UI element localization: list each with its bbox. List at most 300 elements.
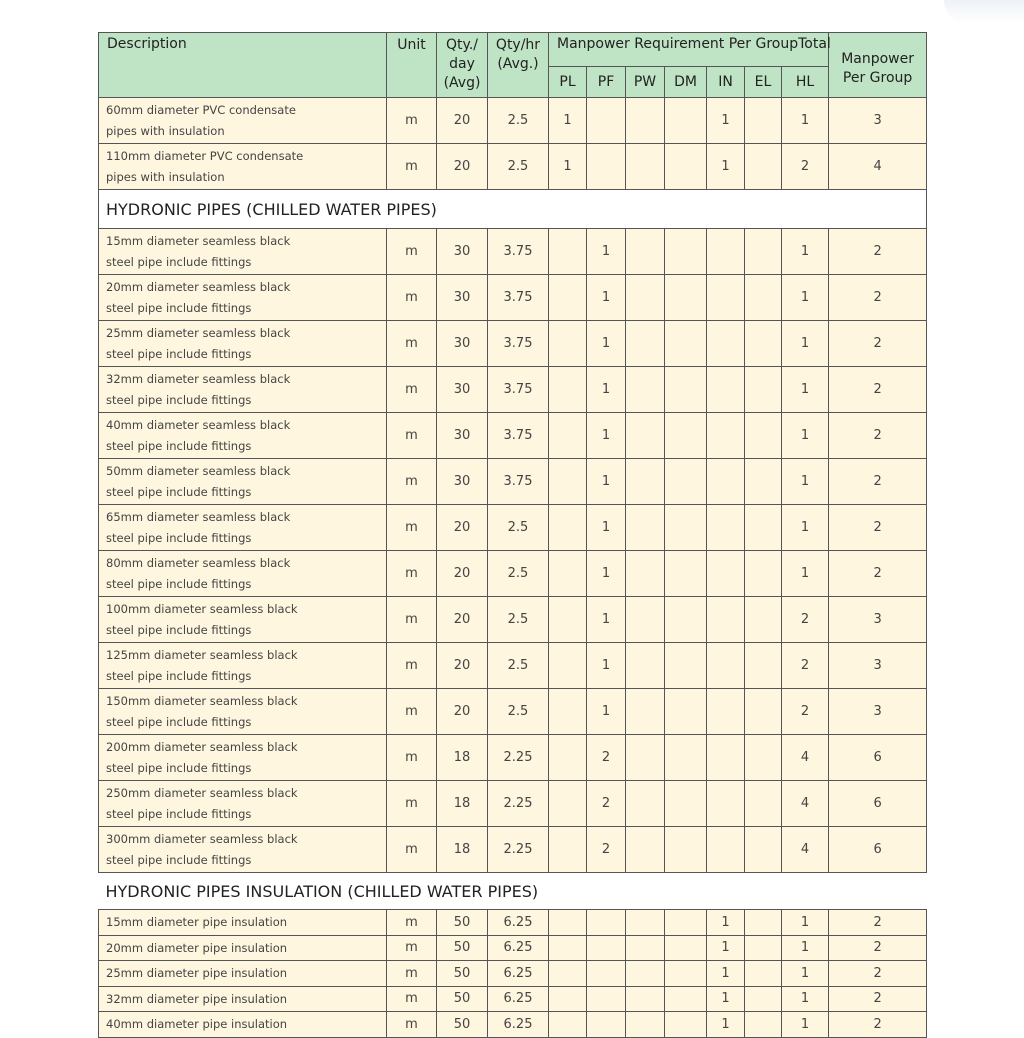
description-cell: [99, 827, 387, 873]
group-cell-pw: [626, 1012, 665, 1038]
description-cell: [99, 910, 387, 936]
header-manpower-per-group: Manpower Per Group: [829, 33, 927, 98]
unit-cell: m: [387, 689, 437, 735]
qty-hr-cell: 2.5: [488, 144, 549, 190]
qty-hr-cell: 6.25: [488, 1012, 549, 1038]
group-cell-in: 1: [707, 935, 745, 961]
group-cell-dm: [665, 781, 707, 827]
group-cell-hl: 1: [782, 910, 829, 936]
qty-hr-cell: 3.75: [488, 275, 549, 321]
unit-cell: m: [387, 961, 437, 987]
group-cell-pl: [549, 781, 587, 827]
description-line: steel pipe include fittings: [106, 668, 252, 683]
group-cell-hl: 1: [782, 961, 829, 987]
total-cell: 2: [829, 1012, 927, 1038]
group-cell-pl: [549, 229, 587, 275]
description-cell: [99, 98, 387, 144]
group-cell-pf: 1: [587, 597, 626, 643]
group-cell-dm: [665, 910, 707, 936]
description-line: 65mm diameter seamless black: [106, 510, 291, 524]
description-line: 300mm diameter seamless black: [106, 832, 298, 846]
group-cell-in: [707, 551, 745, 597]
total-cell: 2: [829, 459, 927, 505]
group-cell-hl: 1: [782, 275, 829, 321]
group-cell-in: [707, 781, 745, 827]
total-cell: 2: [829, 321, 927, 367]
description-cell: [99, 321, 387, 367]
qty-day-cell: 50: [437, 961, 488, 987]
description-line: 100mm diameter seamless black: [106, 602, 298, 616]
qty-hr-cell: 3.75: [488, 321, 549, 367]
group-cell-dm: [665, 735, 707, 781]
group-cell-in: [707, 275, 745, 321]
qty-day-cell: 30: [437, 275, 488, 321]
unit-cell: m: [387, 1012, 437, 1038]
qty-day-cell: 20: [437, 144, 488, 190]
total-cell: 2: [829, 986, 927, 1012]
group-cell-in: [707, 827, 745, 873]
total-cell: 6: [829, 827, 927, 873]
qty-day-cell: 20: [437, 551, 488, 597]
table-row: [99, 321, 927, 367]
total-cell: 4: [829, 144, 927, 190]
group-cell-pf: 1: [587, 367, 626, 413]
qty-day-cell: 20: [437, 505, 488, 551]
group-cell-pl: [549, 643, 587, 689]
group-cell-dm: [665, 551, 707, 597]
description-cell: [99, 144, 387, 190]
unit-cell: m: [387, 321, 437, 367]
description-line: 20mm diameter pipe insulation: [106, 940, 288, 955]
group-cell-in: [707, 413, 745, 459]
header-group-el: EL: [745, 67, 782, 98]
total-cell: 2: [829, 275, 927, 321]
table-row: [99, 459, 927, 505]
group-cell-in: [707, 689, 745, 735]
table-row: [99, 413, 927, 459]
table-row: [99, 98, 927, 144]
qty-hr-cell: 2.25: [488, 735, 549, 781]
group-cell-hl: 1: [782, 321, 829, 367]
table-row: [99, 961, 927, 987]
group-cell-el: [745, 597, 782, 643]
qty-hr-cell: 2.5: [488, 597, 549, 643]
description-line: 25mm diameter seamless black: [106, 326, 291, 340]
group-cell-pf: 1: [587, 643, 626, 689]
qty-day-cell: 50: [437, 910, 488, 936]
group-cell-pl: [549, 459, 587, 505]
description-line: steel pipe include fittings: [106, 576, 252, 591]
description-line: 32mm diameter pipe insulation: [106, 991, 288, 1006]
description-line: 250mm diameter seamless black: [106, 786, 298, 800]
qty-day-cell: 30: [437, 321, 488, 367]
qty-hr-cell: 6.25: [488, 935, 549, 961]
group-cell-in: 1: [707, 144, 745, 190]
table-row: [99, 827, 927, 873]
group-cell-pl: [549, 321, 587, 367]
description-cell: [99, 643, 387, 689]
group-cell-hl: 1: [782, 986, 829, 1012]
description-line: steel pipe include fittings: [106, 392, 252, 407]
unit-cell: m: [387, 597, 437, 643]
group-cell-pf: 1: [587, 551, 626, 597]
group-cell-hl: 4: [782, 781, 829, 827]
unit-cell: m: [387, 827, 437, 873]
description-line: 40mm diameter seamless black: [106, 418, 291, 432]
group-cell-in: 1: [707, 1012, 745, 1038]
group-cell-pw: [626, 229, 665, 275]
group-cell-hl: 1: [782, 229, 829, 275]
qty-hr-cell: 3.75: [488, 413, 549, 459]
group-cell-pf: [587, 98, 626, 144]
description-line: 50mm diameter seamless black: [106, 464, 291, 478]
description-line: steel pipe include fittings: [106, 806, 252, 821]
group-cell-hl: 2: [782, 689, 829, 735]
group-cell-el: [745, 910, 782, 936]
group-cell-dm: [665, 321, 707, 367]
total-cell: 2: [829, 935, 927, 961]
group-cell-dm: [665, 144, 707, 190]
qty-hr-cell: 3.75: [488, 229, 549, 275]
table-row: [99, 935, 927, 961]
group-cell-el: [745, 827, 782, 873]
total-cell: 2: [829, 910, 927, 936]
group-cell-el: [745, 321, 782, 367]
group-cell-dm: [665, 689, 707, 735]
group-cell-dm: [665, 275, 707, 321]
group-cell-dm: [665, 643, 707, 689]
group-cell-in: 1: [707, 910, 745, 936]
description-cell: [99, 413, 387, 459]
description-cell: [99, 505, 387, 551]
description-cell: [99, 689, 387, 735]
group-cell-in: [707, 367, 745, 413]
table-row: [99, 910, 927, 936]
group-cell-hl: 1: [782, 935, 829, 961]
group-cell-pw: [626, 910, 665, 936]
qty-hr-cell: 6.25: [488, 910, 549, 936]
qty-hr-cell: 6.25: [488, 986, 549, 1012]
group-cell-pl: [549, 597, 587, 643]
qty-day-cell: 20: [437, 689, 488, 735]
group-cell-in: [707, 321, 745, 367]
header-unit: Unit: [387, 33, 437, 98]
group-cell-pl: 1: [549, 98, 587, 144]
unit-cell: m: [387, 98, 437, 144]
group-cell-pf: 1: [587, 229, 626, 275]
unit-cell: m: [387, 459, 437, 505]
qty-hr-cell: 2.5: [488, 551, 549, 597]
group-cell-dm: [665, 459, 707, 505]
unit-cell: m: [387, 275, 437, 321]
group-cell-in: [707, 735, 745, 781]
page-corner-shade: [944, 0, 1024, 24]
group-cell-el: [745, 781, 782, 827]
group-cell-el: [745, 505, 782, 551]
description-cell: [99, 597, 387, 643]
group-cell-hl: 1: [782, 1012, 829, 1038]
total-cell: 6: [829, 781, 927, 827]
group-cell-pl: 1: [549, 144, 587, 190]
section-header-row: [99, 190, 927, 229]
unit-cell: m: [387, 935, 437, 961]
header-group-dm: DM: [665, 67, 707, 98]
group-cell-pf: [587, 910, 626, 936]
group-cell-hl: 2: [782, 144, 829, 190]
group-cell-pw: [626, 413, 665, 459]
unit-cell: m: [387, 413, 437, 459]
group-cell-in: 1: [707, 98, 745, 144]
group-cell-el: [745, 413, 782, 459]
header-group-pl: PL: [549, 67, 587, 98]
table-row: [99, 275, 927, 321]
table-row: [99, 735, 927, 781]
description-line: steel pipe include fittings: [106, 622, 252, 637]
group-cell-pw: [626, 781, 665, 827]
qty-day-cell: 18: [437, 827, 488, 873]
qty-hr-cell: 2.5: [488, 505, 549, 551]
group-cell-hl: 2: [782, 597, 829, 643]
qty-day-cell: 30: [437, 413, 488, 459]
table-row: [99, 781, 927, 827]
header-group-hl: HL: [782, 67, 829, 98]
description-cell: [99, 551, 387, 597]
group-cell-dm: [665, 229, 707, 275]
description-line: 40mm diameter pipe insulation: [106, 1017, 288, 1031]
group-cell-in: [707, 643, 745, 689]
qty-day-cell: 30: [437, 459, 488, 505]
group-cell-dm: [665, 961, 707, 987]
qty-hr-cell: 3.75: [488, 459, 549, 505]
group-cell-pl: [549, 735, 587, 781]
group-cell-pl: [549, 505, 587, 551]
description-line: 15mm diameter seamless black: [106, 234, 291, 248]
group-cell-pw: [626, 597, 665, 643]
total-cell: 3: [829, 98, 927, 144]
group-cell-dm: [665, 935, 707, 961]
total-cell: 3: [829, 643, 927, 689]
description-line: 20mm diameter seamless black: [106, 280, 291, 294]
group-cell-el: [745, 935, 782, 961]
qty-hr-cell: 6.25: [488, 961, 549, 987]
group-cell-el: [745, 1012, 782, 1038]
group-cell-hl: 2: [782, 643, 829, 689]
description-line: steel pipe include fittings: [106, 484, 252, 499]
group-cell-pw: [626, 935, 665, 961]
group-cell-dm: [665, 827, 707, 873]
group-cell-pl: [549, 1012, 587, 1038]
group-cell-pw: [626, 505, 665, 551]
group-cell-hl: 1: [782, 98, 829, 144]
description-cell: [99, 735, 387, 781]
table-row: [99, 551, 927, 597]
group-cell-in: 1: [707, 986, 745, 1012]
table-row: [99, 597, 927, 643]
section-title: HYDRONIC PIPES INSULATION (CHILLED WATER PIPES): [99, 873, 927, 910]
group-cell-pw: [626, 986, 665, 1012]
group-cell-in: [707, 597, 745, 643]
group-cell-el: [745, 229, 782, 275]
group-cell-el: [745, 643, 782, 689]
unit-cell: m: [387, 505, 437, 551]
description-cell: [99, 229, 387, 275]
manpower-table: [98, 32, 927, 1038]
header-qty-hr: Qty/hr (Avg.): [488, 33, 549, 98]
description-line: steel pipe include fittings: [106, 346, 252, 361]
total-cell: 3: [829, 689, 927, 735]
qty-day-cell: 30: [437, 367, 488, 413]
description-cell: [99, 986, 387, 1012]
header-qty-day: Qty./ day (Avg): [437, 33, 488, 98]
group-cell-el: [745, 986, 782, 1012]
description-line: 80mm diameter seamless black: [106, 556, 291, 570]
group-cell-in: 1: [707, 961, 745, 987]
description-cell: [99, 367, 387, 413]
description-line: steel pipe include fittings: [106, 300, 252, 315]
group-cell-pf: [587, 986, 626, 1012]
group-cell-el: [745, 961, 782, 987]
group-cell-el: [745, 275, 782, 321]
group-cell-in: [707, 229, 745, 275]
total-cell: 3: [829, 597, 927, 643]
description-cell: [99, 935, 387, 961]
group-cell-pl: [549, 367, 587, 413]
unit-cell: m: [387, 781, 437, 827]
description-line: steel pipe include fittings: [106, 530, 252, 545]
group-cell-pf: 1: [587, 275, 626, 321]
qty-day-cell: 20: [437, 643, 488, 689]
group-cell-el: [745, 735, 782, 781]
group-cell-pl: [549, 689, 587, 735]
group-cell-el: [745, 144, 782, 190]
group-cell-dm: [665, 597, 707, 643]
group-cell-pw: [626, 689, 665, 735]
qty-hr-cell: 2.5: [488, 689, 549, 735]
description-cell: [99, 961, 387, 987]
group-cell-pl: [549, 275, 587, 321]
description-line: steel pipe include fittings: [106, 852, 252, 867]
unit-cell: m: [387, 643, 437, 689]
qty-day-cell: 50: [437, 935, 488, 961]
group-cell-dm: [665, 413, 707, 459]
group-cell-pf: [587, 935, 626, 961]
group-cell-pw: [626, 459, 665, 505]
group-cell-pf: [587, 144, 626, 190]
description-line: 32mm diameter seamless black: [106, 372, 291, 386]
group-cell-pw: [626, 735, 665, 781]
total-cell: 2: [829, 505, 927, 551]
group-cell-hl: 1: [782, 551, 829, 597]
unit-cell: m: [387, 735, 437, 781]
group-cell-dm: [665, 1012, 707, 1038]
table-row: [99, 643, 927, 689]
group-cell-pf: 2: [587, 827, 626, 873]
total-cell: 2: [829, 413, 927, 459]
qty-day-cell: 50: [437, 986, 488, 1012]
group-cell-dm: [665, 505, 707, 551]
group-cell-el: [745, 98, 782, 144]
table-row: [99, 986, 927, 1012]
table-row: [99, 367, 927, 413]
description-line: 200mm diameter seamless black: [106, 740, 298, 754]
description-line: 150mm diameter seamless black: [106, 694, 298, 708]
group-cell-pf: 1: [587, 505, 626, 551]
group-cell-hl: 1: [782, 459, 829, 505]
group-cell-hl: 4: [782, 735, 829, 781]
group-cell-pf: [587, 961, 626, 987]
header-manpower-requirement: Manpower Requirement Per GroupTotal: [549, 33, 829, 67]
total-cell: 2: [829, 551, 927, 597]
table-row: [99, 229, 927, 275]
qty-hr-cell: 2.5: [488, 643, 549, 689]
group-cell-pw: [626, 961, 665, 987]
table-row: [99, 144, 927, 190]
group-cell-el: [745, 367, 782, 413]
group-cell-pl: [549, 413, 587, 459]
qty-day-cell: 50: [437, 1012, 488, 1038]
description-line: pipes with insulation: [106, 169, 225, 184]
group-cell-pf: 2: [587, 781, 626, 827]
table-row: [99, 505, 927, 551]
qty-hr-cell: 3.75: [488, 367, 549, 413]
group-cell-pf: 1: [587, 459, 626, 505]
group-cell-pl: [549, 551, 587, 597]
total-cell: 6: [829, 735, 927, 781]
header-description: Description: [99, 33, 387, 98]
group-cell-pl: [549, 961, 587, 987]
section-title: HYDRONIC PIPES (CHILLED WATER PIPES): [99, 190, 927, 229]
unit-cell: m: [387, 229, 437, 275]
qty-day-cell: 20: [437, 98, 488, 144]
group-cell-pw: [626, 144, 665, 190]
group-cell-pl: [549, 935, 587, 961]
group-cell-hl: 1: [782, 413, 829, 459]
table-row: [99, 1012, 927, 1038]
description-line: steel pipe include fittings: [106, 438, 252, 453]
group-cell-pw: [626, 98, 665, 144]
group-cell-pf: 1: [587, 321, 626, 367]
group-cell-in: [707, 505, 745, 551]
qty-day-cell: 20: [437, 597, 488, 643]
unit-cell: m: [387, 986, 437, 1012]
group-cell-el: [745, 551, 782, 597]
group-cell-el: [745, 689, 782, 735]
qty-day-cell: 18: [437, 781, 488, 827]
section-header-row: [99, 873, 927, 910]
qty-hr-cell: 2.25: [488, 827, 549, 873]
qty-hr-cell: 2.5: [488, 98, 549, 144]
group-cell-pf: 1: [587, 413, 626, 459]
group-cell-dm: [665, 986, 707, 1012]
header-group-pw: PW: [626, 67, 665, 98]
group-cell-pw: [626, 551, 665, 597]
group-cell-pw: [626, 367, 665, 413]
group-cell-hl: 4: [782, 827, 829, 873]
unit-cell: m: [387, 367, 437, 413]
qty-hr-cell: 2.25: [488, 781, 549, 827]
group-cell-pf: 2: [587, 735, 626, 781]
description-line: pipes with insulation: [106, 123, 225, 138]
group-cell-hl: 1: [782, 505, 829, 551]
group-cell-dm: [665, 98, 707, 144]
description-line: steel pipe include fittings: [106, 714, 252, 729]
group-cell-pl: [549, 910, 587, 936]
total-cell: 2: [829, 367, 927, 413]
group-cell-el: [745, 459, 782, 505]
total-cell: 2: [829, 961, 927, 987]
group-cell-pl: [549, 827, 587, 873]
group-cell-pf: 1: [587, 689, 626, 735]
